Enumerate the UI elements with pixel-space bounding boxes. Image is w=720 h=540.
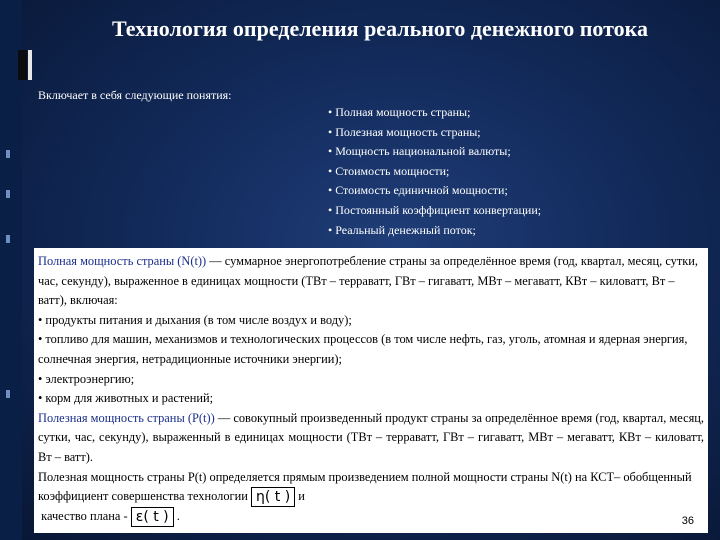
list-item: • Стоимость мощности; bbox=[328, 163, 450, 178]
conjunction: и bbox=[298, 489, 305, 504]
full-power-definition bbox=[38, 252, 704, 311]
slide-title: Технология определения реального денежного потока bbox=[111, 16, 649, 41]
page-number: 36 bbox=[681, 515, 694, 527]
definition-text bbox=[38, 252, 704, 527]
bullet-item: • корм для животных и растений; bbox=[38, 391, 214, 406]
useful-power-term: Полезная мощность страны (P(t)) bbox=[38, 410, 215, 425]
epsilon-formula: ε( t ) bbox=[131, 507, 174, 527]
list-item: • Стоимость единичной мощности; bbox=[328, 183, 508, 198]
title-accent-light bbox=[28, 50, 32, 80]
full-power-text: — суммарное энергопотребление страны за определённое время (год, квартал, месяц, сутки, час, секунду), выраженное в единицах мощности (ТВт – терраватт, ГВт – гигаватт, МВт – мегаватт, КВт – киловатт, Вт – ватт), включая: bbox=[38, 254, 699, 308]
plan-quality-line bbox=[38, 507, 704, 527]
side-marker bbox=[6, 190, 10, 198]
list-item: • Постоянный коэффициент конвертации; bbox=[328, 202, 542, 217]
bullet-item: • электроэнергию; bbox=[38, 371, 135, 386]
title-accent-dark bbox=[18, 50, 27, 80]
bullet-item: • топливо для машин, механизмов и технологических процессов (в том числе нефть, газ, уголь, атомная и ядерная энергия, солнечная энергия, нетрадиционные источники энергии); bbox=[38, 332, 688, 366]
useful-power-definition bbox=[38, 409, 704, 468]
full-power-term: Полная мощность страны (N(t)) bbox=[38, 254, 207, 268]
final-dot: . bbox=[176, 509, 180, 524]
plan-quality-label: качество плана - bbox=[41, 509, 128, 524]
useful-power-text: — совокупный произведенный продукт страны за определённое время (год, квартал, месяц, сутки, час, секунду), выраженный в единицах мощности (ТВт – терраватт, ГВт – гигаватт, МВт – мегаватт, КВт – киловатт, Вт – ватт). bbox=[38, 410, 704, 464]
eta-formula: η( t ) bbox=[251, 487, 295, 507]
list-item: • Полезная мощность страны; bbox=[328, 124, 481, 139]
side-marker bbox=[6, 235, 10, 243]
list-item: • Полная мощность страны; bbox=[328, 105, 471, 119]
left-decoration-bar bbox=[0, 0, 22, 540]
useful-power-formula-text bbox=[38, 468, 704, 508]
definition-panel bbox=[34, 248, 708, 533]
list-item: • Реальный денежный поток; bbox=[328, 222, 476, 237]
concepts-list bbox=[328, 103, 541, 240]
formula-description: Полезная мощность страны P(t) определяется прямым произведением полной мощности страны N(t) на КСТ– обобщенный коэффициент совершенства технологии bbox=[38, 469, 692, 504]
side-marker bbox=[6, 390, 10, 398]
intro-text: Включает в себя следующие понятия: bbox=[38, 88, 232, 102]
bullet-item: • продукты питания и дыхания (в том числе воздух и воду); bbox=[38, 312, 352, 327]
list-item: • Мощность национальной валюты; bbox=[328, 144, 511, 159]
side-marker bbox=[6, 150, 10, 158]
